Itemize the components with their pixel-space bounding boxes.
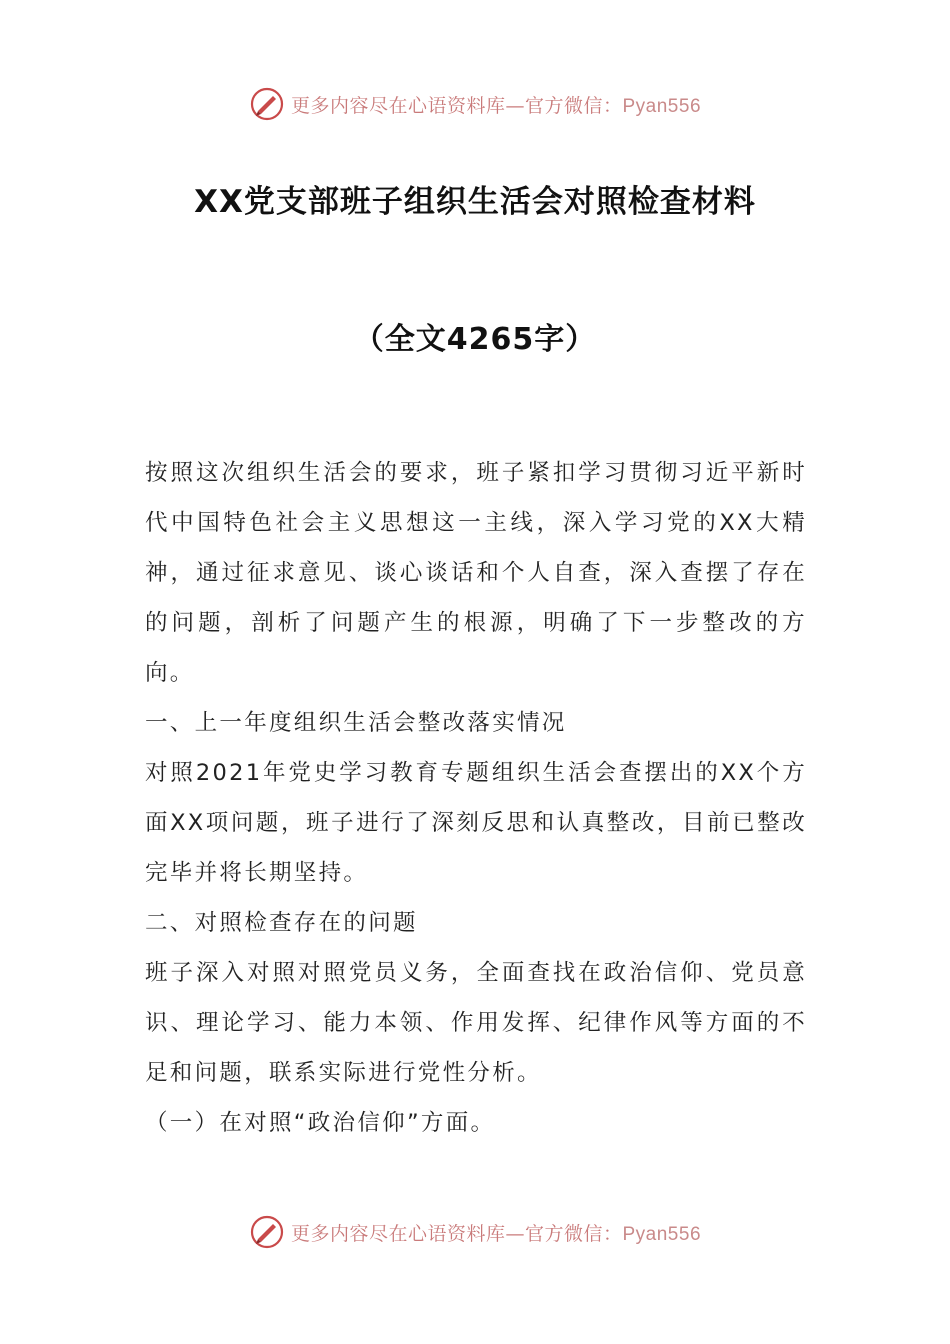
footer-watermark [0,1212,950,1252]
pen-logo-icon [249,86,285,122]
document-title: XX党支部班子组织生活会对照检查材料 [194,184,756,220]
document-body [145,448,807,1148]
paragraph-section-2: 班子深入对照对照党员义务，全面查找在政治信仰、党员意识、理论学习、能力本领、作用发挥、纪律作风等方面的不足和问题，联系实际进行党性分析。 [145,960,807,1086]
watermark-text: 更多内容尽在心语资料库—官方微信：Pyan556 [290,94,702,117]
header-watermark [0,84,950,124]
section-heading-1: 一、上一年度组织生活会整改落实情况 [145,710,567,736]
paragraph-section-1: 对照2021年党史学习教育专题组织生活会查摆出的XX个方面XX项问题，班子进行了深刻反思和认真整改，目前已整改完毕并将长期坚持。 [145,760,807,886]
subsection-heading-1: （一）在对照“政治信仰”方面。 [145,1110,496,1136]
paragraph-intro: 按照这次组织生活会的要求，班子紧扣学习贯彻习近平新时代中国特色社会主义思想这一主线，深入学习党的XX大精神，通过征求意见、谈心谈话和个人自查，深入查摆了存在的问题，剖析了问题产生的根源，明确了下一步整改的方向。 [145,460,807,686]
pen-logo-icon [249,1214,285,1250]
watermark-text: 更多内容尽在心语资料库—官方微信：Pyan556 [290,1222,702,1245]
section-heading-2: 二、对照检查存在的问题 [145,910,418,936]
document-subtitle: （全文4265字） [353,322,597,357]
